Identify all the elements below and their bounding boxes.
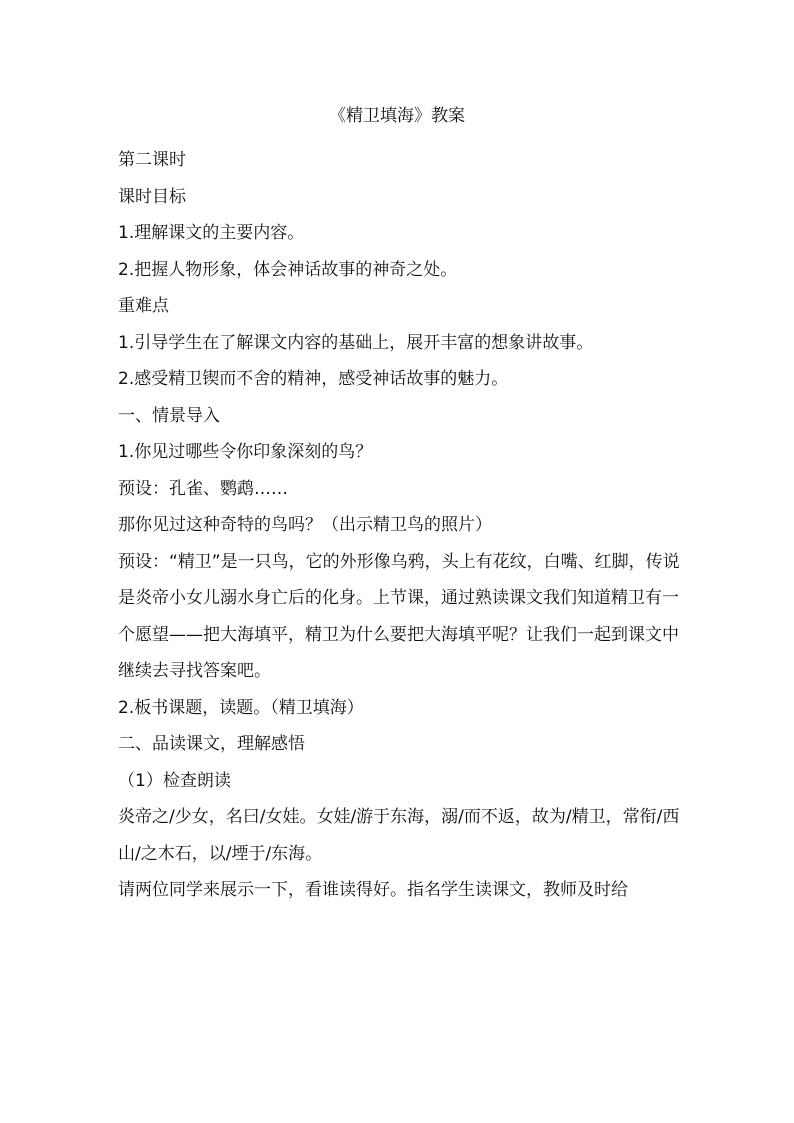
step-item-2: 2.板书课题，读题。（精卫填海）	[118, 697, 364, 718]
question-item-1: 1.你见过哪些令你印象深刻的鸟？	[118, 442, 373, 462]
sub-heading-check-reading: （1）检查朗读	[118, 770, 231, 791]
section-heading-reading: 二、品读课文，理解感悟	[118, 734, 305, 754]
section-heading-key-points: 重难点	[118, 296, 169, 316]
objective-item-1: 1.理解课文的主要内容。	[118, 223, 305, 243]
key-point-item-2: 2.感受精卫锲而不舍的精神，感受神话故事的魅力。	[118, 369, 509, 389]
section-heading-introduction: 一、情景导入	[118, 405, 220, 426]
text-passage: 炎帝之/少女，名曰/女娃。女娃/游于东海，溺/而不返，故为/精卫，常衔/西山/之木石，以/堙于/东海。	[118, 807, 680, 864]
objective-item-2: 2.把握人物形象，体会神话故事的神奇之处。	[118, 259, 458, 280]
instruction-line: 请两位同学来展示一下，看谁读得好。指名学生读课文，教师及时给	[118, 880, 628, 900]
key-point-item-1: 1.引导学生在了解课文内容的基础上，展开丰富的想象讲故事。	[118, 332, 594, 353]
section-heading-objectives: 课时目标	[118, 186, 186, 207]
document-title: 《精卫填海》教案	[329, 106, 465, 126]
preset-answer-1: 预设：孔雀、鹦鹉……	[118, 478, 288, 499]
question-item-2: 那你见过这种奇特的鸟吗？（出示精卫鸟的照片）	[118, 515, 492, 535]
document-body	[118, 142, 686, 909]
lesson-period: 第二课时	[118, 150, 186, 170]
preset-answer-paragraph: 预设：“精卫”是一只鸟，它的外形像乌鸦，头上有花纹，白嘴、红脚，传说是炎帝小女儿溺水身亡后的化身。上节课，通过熟读课文我们知道精卫有一个愿望——把大海填平，精卫为什么要把大海填平呢？让我们一起到课文中继续去寻找答案吧。	[118, 551, 680, 681]
